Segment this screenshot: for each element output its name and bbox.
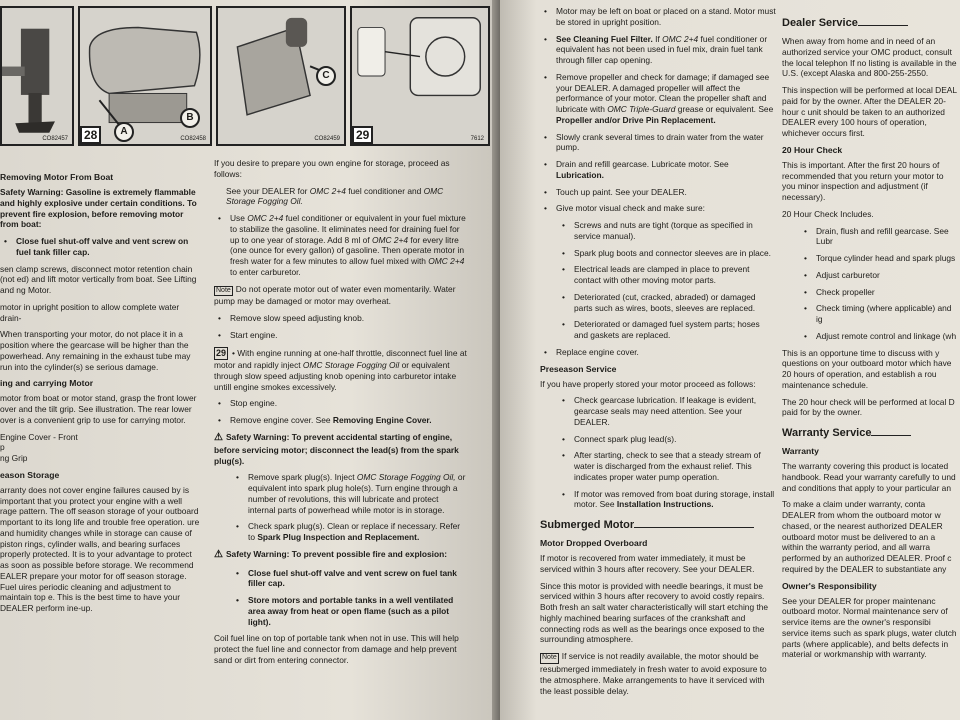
callout-c: C (316, 66, 336, 86)
list-item: • Slowly crank several times to drain water from the water pump. (540, 132, 776, 154)
paragraph: See your DEALER for OMC 2+4 fuel conditioner and OMC Storage Fogging Oil. (226, 185, 444, 207)
note: Note If service is not readily available, the motor should be resubmerged immediately in fresh water to avoid exposure to the atmosphere. Make arrangements to have it serviced with the least possible delay. (540, 651, 767, 696)
paragraph: This is an opportune time to discuss with y questions on your outboard motor which have 20 hours of operation, and establish a rou maintenance schedule. (782, 347, 952, 390)
list-item: • Stop engine. (214, 398, 468, 409)
note: Note Do not operate motor out of water even momentarily. Water pump may be damaged or motor may overheat. (214, 283, 456, 307)
paragraph: This is important. After the first 20 hours of recommended that you return your motor to you minor inspection and adjustment (if necessary). (782, 159, 944, 203)
figure-code: CO82459 (314, 136, 340, 142)
left-column-1 (0, 166, 200, 620)
callout-b: B (180, 108, 200, 128)
figure-28 (78, 6, 212, 146)
figure-code: CO82457 (42, 136, 68, 142)
list-item: • Connect spark plug lead(s). (540, 434, 776, 445)
paragraph: 20 Hour Check Includes. (782, 208, 874, 219)
list-item: • Remove slow speed adjusting knob. (214, 313, 468, 324)
check-item: • Deteriorated or damaged fuel system parts; hoses and gaskets are replaced. (540, 319, 776, 341)
paragraph: If motor is recovered from water immediately, it must be serviced within 3 hours after recovery. See your DEALER. (540, 553, 755, 574)
step-number: 29 (214, 347, 228, 361)
figure-number: 29 (352, 126, 373, 144)
list-item: • Give motor visual check and make sure: (540, 203, 776, 214)
list-item: • Touch up paint. See your DEALER. (540, 187, 776, 198)
paragraph: If you desire to prepare you own engine for storage, proceed as follows: (214, 158, 450, 179)
list-item: • Check spark plug(s). Clean or replace if necessary. Refer to Spark Plug Inspection and Replacement. (214, 521, 468, 543)
list-item: • Remove propeller and check for damage; if damaged see your DEALER. A damaged propeller will affect the performance of your motor. Clean the propeller shaft and lubricate with OMC Triple-Guard grease or equivalent. See Propeller and/or Drive Pin Replacement. (540, 72, 776, 126)
list-item: • Close fuel shut-off valve and vent screw on fuel tank filler cap. (214, 568, 468, 590)
section-subheading: Warranty (782, 446, 819, 457)
note-label: Note (214, 286, 233, 297)
legend-item: ng Grip (0, 453, 28, 463)
list-item: • Motor may be left on boat or placed on a stand. Motor must be stored in upright position. (540, 6, 776, 28)
paragraph: When away from home and in need of an authorized service your OMC product, consult the local telephon If no listing is available in the U.S. (except Alaska and 800-255-2550. (782, 36, 957, 79)
paragraph: arranty does not cover engine failures caused by is important that you protect your engine with a well rage pattern. The off season storage of your outboard mportant to its long life and trouble free operation. ure and humidity changes while in storage can cause of piston rings, cylinder walls, and bearing surfaces properly protected. It is to your advantage to protect as soon as possible before storage. We recommend EALER prepare your motor for off season storage. Fuel uires periodic cleaning and adjustment to maintain top e. This is the best time to have your DEALER perform ine-up. (0, 484, 200, 613)
fogging-oil-illustration (352, 8, 488, 144)
section-heading: 20 Hour Check (782, 144, 843, 155)
figure-28b (216, 6, 346, 146)
paragraph: Since this motor is provided with needle bearings, it must be serviced within 3 hours after recovery to avoid costly repairs. Both fresh an salt water characteristically will start etching the highly machined bearing surfaces of the crankshaft and connecting rods as well as the bearings once exposed to the surrounding atmosphere. (540, 580, 769, 645)
step-29: 29 • With engine running at one-half throttle, disconnect fuel line at motor and rapidly inject OMC Storage Fogging Oil or equivalent through slow speed adjusting knob opening into carburetor intake untill engine smokes excessively. (214, 347, 467, 392)
check-item: • Spark plug boots and connector sleeves are in place. (540, 248, 776, 259)
legend-item: p (0, 442, 5, 453)
paragraph: motor from boat or motor stand, grasp the front lower over and the tilt grip. See illustration. The rear lower over is a convenient grip to use for carrying motor. (0, 393, 197, 425)
check-item: • Torque cylinder head and spark plugs (782, 253, 958, 264)
paragraph: If you have properly stored your motor proceed as follows: (540, 378, 756, 389)
check-item: • Electrical leads are clamped in place to prevent contact with other moving motor parts. (540, 264, 776, 286)
figure-code: CO82458 (180, 136, 206, 142)
legend-item: Engine Cover - Front (0, 431, 78, 442)
check-item: • Deteriorated (cut, cracked, abraded) or damaged parts such as wires, boots, sleeves are replaced. (540, 292, 776, 314)
paragraph: When transporting your motor, do not place it in a position where the gearcase will be higher than the powerhead. Any remaining in the exhaust tube may run into the cylinder(s) se serious damage. (0, 329, 191, 372)
figure-code: 7612 (470, 136, 484, 142)
check-item: • Check propeller (782, 287, 958, 298)
paragraph: To make a claim under warranty, conta DEALER from whom the outboard motor w chased, or the nearest authorized DEALER outboard motor must be delivered to an a within the warranty period, and all warra performed by an authorized DEALER. Proof c required by the DEALER to substantiate any (782, 499, 952, 574)
list-item: • Drain and refill gearcase. Lubricate motor. See Lubrication. (540, 159, 776, 181)
check-item: • Drain, flush and refill gearcase. See Lubr (782, 226, 958, 248)
paragraph: This inspection will be performed at local DEAL paid for by the owner. After the DEALER 20-hour c unit should be taken to an authorized DEALER every 100 hours of operation, whichever occurs first. (782, 85, 957, 139)
figure-29 (350, 6, 490, 146)
check-item: • Adjust carburetor (782, 270, 958, 281)
section-subheading: Motor Dropped Overboard (540, 538, 648, 549)
list-item: • See Cleaning Fuel Filter. If OMC 2+4 fuel conditioner or equivalent has not been used in fuel mix, drain fuel tank through filler cap opening. (540, 34, 776, 66)
list-item: • Store motors and portable tanks in a well ventilated area away from heat or open flame (such as a pilot light). (214, 595, 468, 627)
list-item: • Replace engine cover. (540, 347, 776, 358)
right-column-2 (782, 8, 958, 666)
list-item: • Remove spark plug(s). Inject OMC Storage Fogging Oil, or equivalent into spark plug hole(s). Turn engine through a number of revolutions, this will lubricate and protect internal parts of powerhead while motor is in storage. (214, 472, 468, 515)
warning-icon: ⚠ (214, 548, 223, 560)
check-item: • Adjust remote control and linkage (wh (782, 331, 958, 342)
list-item: • Check gearcase lubrication. If leakage is evident, gearcase seals may need attention. See your DEALER. (540, 395, 776, 427)
check-item: • Screws and nuts are tight (torque as specified in service manual). (540, 220, 776, 242)
paragraph: See your DEALER for proper maintenanc outboard motor. Normal maintenance serv of service items are the owner's responsibi service items such as spark plugs, water clutch parts (where applicable), and belts defects in material or workmanship with warranty. (782, 595, 957, 660)
list-item: • After starting, check to see that a steady stream of water is discharged from the exhaust relief. This indicates proper water pump operation. (540, 450, 776, 482)
section-heading: Preseason Service (540, 363, 617, 374)
paragraph: The 20 hour check will be performed at local D paid for by the owner. (782, 396, 955, 418)
section-heading: Dealer Service (782, 16, 958, 30)
paragraph: The warranty covering this product is located handbook. Read your warranty carefully to und and conditions that apply to your particular an (782, 461, 956, 493)
safety-warning: ⚠ Safety Warning: To prevent possible fire and explosion: (214, 548, 448, 560)
section-heading: ing and carrying Motor (0, 378, 94, 389)
left-column-2 (214, 158, 468, 672)
safety-warning: Safety Warning: Gasoline is extremely flammable and highly explosive under certain conditions. To prevent fire explosion, before removing motor from boat: (0, 187, 197, 230)
section-heading: Removing Motor From Boat (0, 172, 114, 182)
list-item: • If motor was removed from boat during storage, install motor. See Installation Instructions. (540, 489, 776, 511)
section-heading: eason Storage (0, 469, 60, 480)
list-item: • Remove engine cover. See Removing Engine Cover. (214, 415, 468, 426)
figure-number: 28 (80, 126, 101, 144)
check-item: • Check timing (where applicable) and ig (782, 303, 958, 325)
section-heading: Warranty Service (782, 426, 958, 440)
paragraph: sen clamp screws, disconnect motor retention chain (not ed) and lift motor vertically from boat. See Lifting and ng Motor. (0, 263, 197, 295)
outboard-motor-illustration (2, 8, 72, 144)
list-item: • Start engine. (214, 330, 468, 341)
safety-warning: ⚠ Safety Warning: To prevent accidental starting of engine, before servicing motor; disconnect the lead(s) from the spark plug(s). (214, 431, 459, 466)
list-item: • Use OMC 2+4 fuel conditioner or equivalent in your fuel mixture to stabilize the gasoline. It eliminates need for draining fuel for up to one year of storage. Add 8 ml of OMC 2+4 for every litre (one ounce for every gallon) of gasoline. Then operate motor in fresh water for a few minutes to allow fuel mixed with OMC 2+4 to enter carburetor. (214, 213, 468, 278)
section-subheading: Owner's Responsibility (782, 580, 877, 591)
warning-icon: ⚠ (214, 431, 223, 443)
right-column-1 (540, 6, 776, 702)
note-label: Note (540, 653, 559, 664)
section-heading: Submerged Motor (540, 518, 776, 532)
paragraph: Coil fuel line on top of portable tank when not in use. This will help protect the fuel line and connector from damage and help prevent sand or dirt from entering connector. (214, 633, 459, 665)
paragraph: motor in upright position to allow complete water drain- (0, 301, 180, 323)
callout-a: A (114, 122, 134, 142)
list-item: • Close fuel shut-off valve and vent screw on fuel tank filler cap. (0, 236, 200, 258)
figure-27 (0, 6, 74, 146)
right-page (500, 0, 960, 720)
